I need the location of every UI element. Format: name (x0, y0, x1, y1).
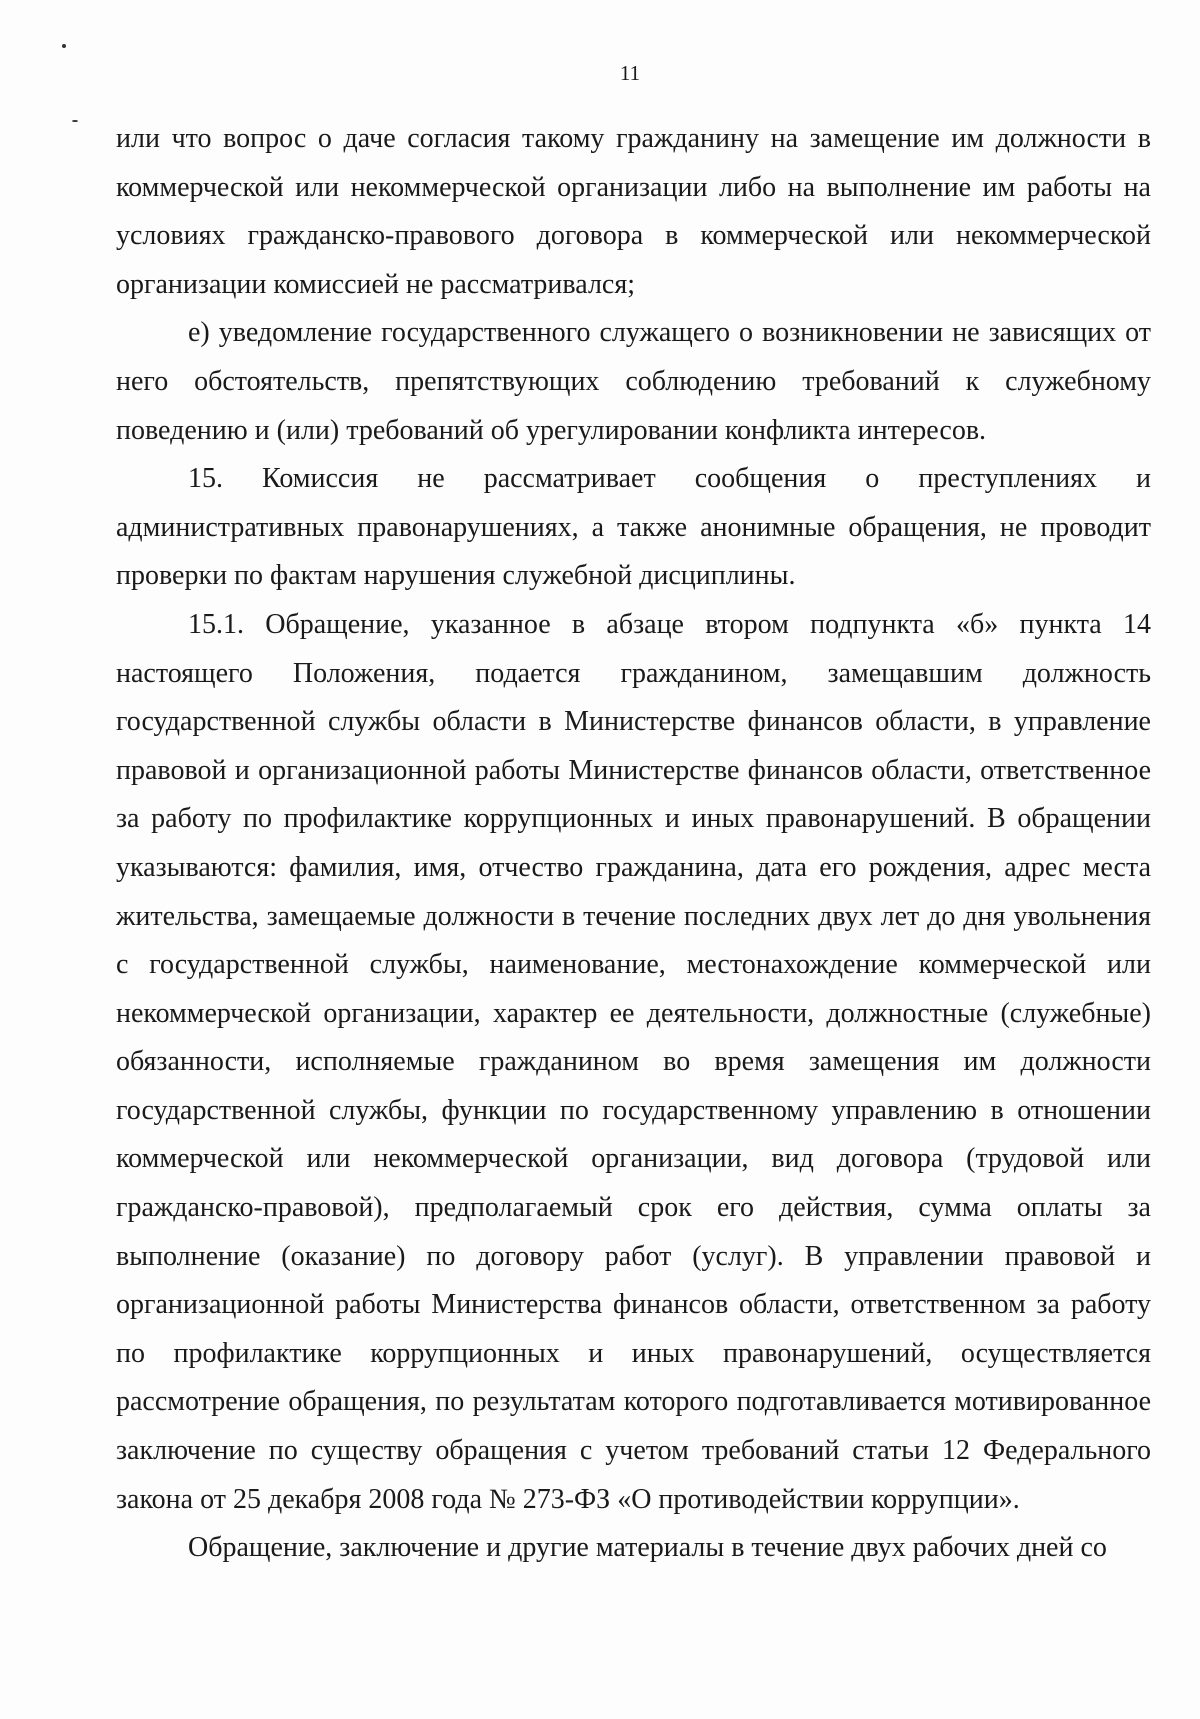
scan-speck (72, 120, 78, 122)
paragraph: е) уведомление государственного служащего о возникновении не зависящих от него обстоятельств, препятствующих соблюдению требований к служебному поведению и (или) требований об урегулировании конфликта интересов. (116, 317, 1151, 446)
scan-speck (62, 44, 66, 48)
page-number: 11 (619, 61, 641, 85)
paragraph: Обращение, заключение и другие материалы в течение двух рабочих дней со (188, 1532, 1107, 1564)
document-body (116, 115, 1151, 1573)
paragraph: или что вопрос о даче согласия такому гражданину на замещение им должности в коммерческой или некоммерческой организации либо на выполнение им работы на условиях гражданско-правового договора в коммерческой или некоммерческой организации комиссией не рассматривался; (116, 123, 1151, 300)
paragraph: 15.1. Обращение, указанное в абзаце втором подпункта «б» пункта 14 настоящего Положения, подается гражданином, замещавшим должность государственной службы области в Министерстве финансов области, в управление правовой и организационной работы Министерстве финансов области, ответственное за работу по профилактике коррупционных и иных правонарушений. В обращении указываются: фамилия, имя, отчество гражданина, дата его рождения, адрес места жительства, замещаемые должности в течение последних двух лет до дня увольнения с государственной службы, наименование, местонахождение коммерческой или некоммерческой организации, характер ее деятельности, должностные (служебные) обязанности, исполняемые гражданином во время замещения им должности государственной службы, функции по государственному управлению в отношении коммерческой или некоммерческой организации, вид договора (трудовой или гражданско-правовой), предполагаемый срок его действия, сумма оплаты за выполнение (оказание) по договору работ (услуг). В управлении правовой и организационной работы Министерства финансов области, ответственном за работу по профилактике коррупционных и иных правонарушений, осуществляется рассмотрение обращения, по результатам которого подготавливается мотивированное заключение по существу обращения с учетом требований статьи 12 Федерального закона от 25 декабря 2008 года № 273-ФЗ «О противодействии коррупции». (116, 608, 1151, 1515)
paragraph: 15. Комиссия не рассматривает сообщения о преступлениях и административных правонарушениях, а также анонимные обращения, не проводит проверки по фактам нарушения служебной дисциплины. (116, 463, 1151, 592)
